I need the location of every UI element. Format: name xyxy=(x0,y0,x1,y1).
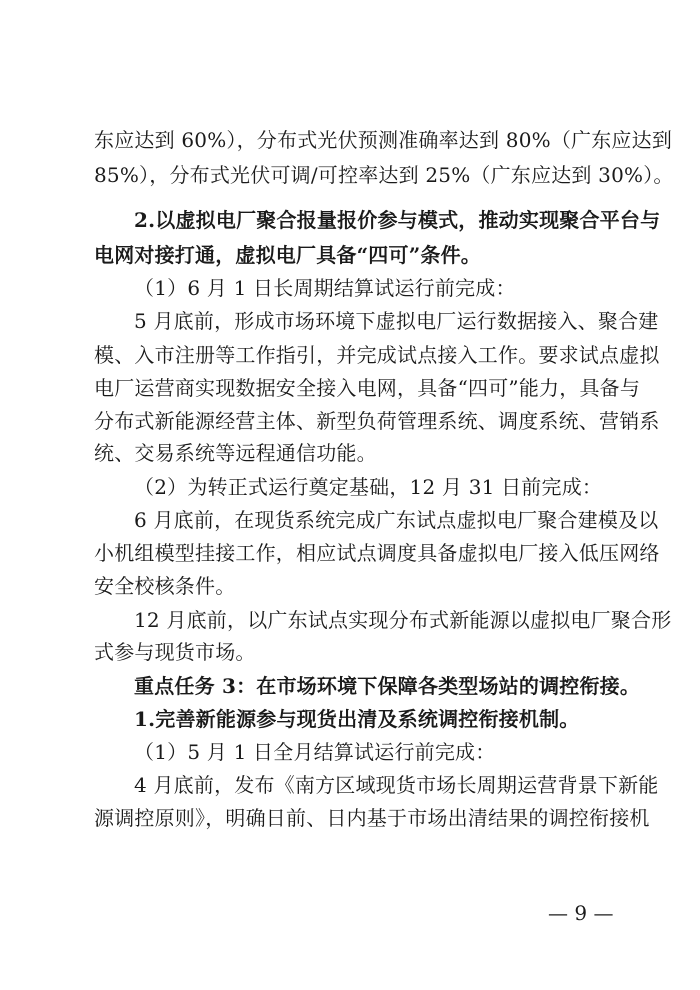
text-line-21: 源调控原则》，明确日前、日内基于市场出清结果的调控衔接机 xyxy=(94,806,650,830)
text-line-1: 东应达到 60%），分布式光伏预测准确率达到 80%（广东应达到 xyxy=(94,128,673,152)
text-line-20: 4 月底前，发布《南方区域现货市场长周期运营背景下新能 xyxy=(134,773,659,797)
section-heading-2-line-1: 2.以虚拟电厂聚合报量报价参与模式，推动实现聚合平台与 xyxy=(134,208,661,232)
text-line-2: 85%），分布式光伏可调/可控率达到 25%（广东应达到 30%）。 xyxy=(94,163,674,187)
page-number: — 9 — xyxy=(548,901,614,925)
text-line-6: 5 月底前，形成市场环境下虚拟电厂运行数据接入、聚合建 xyxy=(134,309,659,333)
subitem-2-heading: （2）为转正式运行奠定基础，12 月 31 日前完成： xyxy=(134,475,603,499)
subitem-1-heading-b: （1）5 月 1 日全月结算试运行前完成： xyxy=(134,740,496,764)
subitem-1-heading: （1）6 月 1 日长周期结算试运行前完成： xyxy=(134,276,516,300)
section-heading-2-line-2: 电网对接打通，虚拟电厂具备“四可”条件。 xyxy=(94,243,482,267)
text-line-13: 小机组模型挂接工作，相应试点调度具备虚拟电厂接入低压网络 xyxy=(94,541,660,565)
text-line-14: 安全校核条件。 xyxy=(94,574,236,598)
text-line-16: 式参与现货市场。 xyxy=(94,640,256,664)
text-line-15: 12 月底前，以广东试点实现分布式新能源以虚拟电厂聚合形 xyxy=(134,608,672,632)
text-line-8: 电厂运营商实现数据安全接入电网，具备“四可”能力，具备与 xyxy=(94,376,641,400)
text-line-10: 统、交易系统等远程通信功能。 xyxy=(94,441,377,465)
text-line-12: 6 月底前，在现货系统完成广东试点虚拟电厂聚合建模及以 xyxy=(134,508,659,532)
key-task-3-heading: 重点任务 3：在市场环境下保障各类型场站的调控衔接。 xyxy=(134,674,641,698)
text-line-9: 分布式新能源经营主体、新型负荷管理系统、调度系统、营销系 xyxy=(94,409,660,433)
section-heading-1: 1.完善新能源参与现货出清及系统调控衔接机制。 xyxy=(134,707,580,731)
text-line-7: 模、入市注册等工作指引，并完成试点接入工作。要求试点虚拟 xyxy=(94,343,660,367)
